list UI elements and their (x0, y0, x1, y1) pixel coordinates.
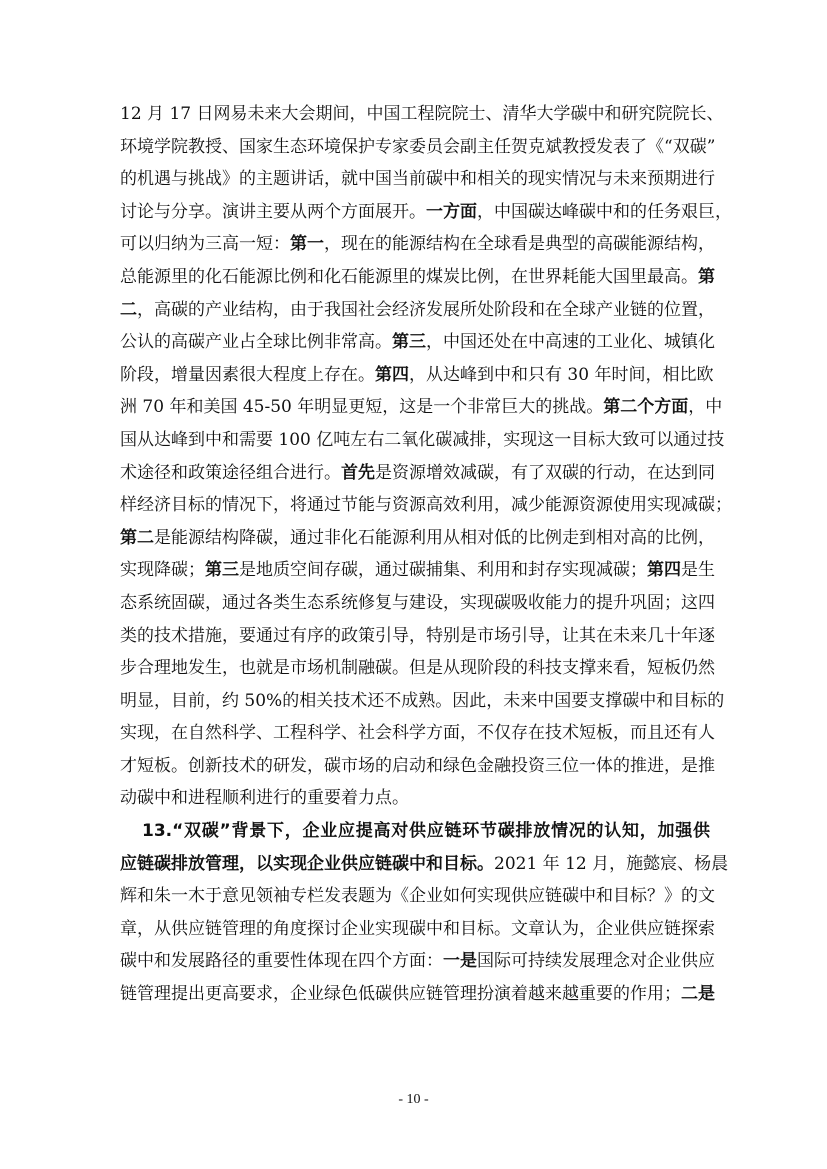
p1-line-9: 阶段，增量因素很大程度上存在。第四，从达峰到中和只有 30 年时间，相比欧 (120, 364, 714, 385)
p1-line-15: 实现降碳；第三是地质空间存碳，通过碳捕集、利用和封存实现减碳；第四是生 (120, 560, 715, 581)
p1-line-1: 12 月 17 日网易未来大会期间，中国工程院院士、清华大学碳中和研究院院长、 (120, 104, 724, 124)
bold-term: 第二个方面 (603, 397, 689, 418)
p2-line-4: 章，从供应链管理的角度探讨企业实现碳中和目标。文章认为，企业供应链探索 (120, 918, 715, 939)
p1-line-14: 第二是能源结构降碳，通过非化石能源利用从相对低的比例走到相对高的比例， (120, 527, 715, 548)
bold-term: 二 (120, 299, 137, 320)
bold-term: 第 (698, 266, 715, 287)
p2-line-5: 碳中和发展路径的重要性体现在四个方面：一是国际可持续发展理念对企业供应 (120, 951, 715, 972)
p2-line-6: 链管理提出更高要求，企业绿色低碳供应链管理扮演着越来越重要的作用；二是 (120, 984, 715, 1005)
p1-line-18: 步合理地发生，也就是市场机制融碳。但是从现阶段的科技支撑来看，短板仍然 (120, 658, 715, 679)
bold-term: 第四 (375, 364, 409, 385)
p1-line-11: 国从达峰到中和需要 100 亿吨左右二氧化碳减排，实现这一目标大致可以通过技 (120, 429, 725, 450)
p2-line-3: 辉和朱一木于意见领袖专栏发表题为《企业如何实现供应链碳中和目标？》的文 (120, 886, 715, 907)
body-text (120, 98, 732, 1011)
p1-line-3: 的机遇与挑战》的主题讲话，就中国当前碳中和相关的现实情况与未来预期进行 (120, 169, 715, 190)
p1-line-10: 洲 70 年和美国 45-50 年明显更短，这是一个非常巨大的挑战。第二个方面，中 (120, 397, 723, 418)
bold-term: 首先 (341, 462, 375, 483)
bold-term: 第三 (205, 560, 239, 581)
page-number: - 10 - (398, 1092, 429, 1107)
p1-line-4: 讨论与分享。演讲主要从两个方面展开。一方面，中国碳达峰碳中和的任务艰巨， (120, 201, 732, 222)
bold-heading: 13.“双碳”背景下，企业应提高对供应链环节碳排放情况的认知，加强供 (142, 821, 710, 842)
bold-term: 第三 (392, 332, 426, 353)
bold-term: 一方面 (426, 201, 477, 222)
p2-line-2: 应链碳排放管理，以实现企业供应链碳中和目标。2021 年 12 月，施懿宸、杨晨 (120, 853, 729, 874)
bold-term: 第二 (120, 527, 154, 548)
p1-line-17: 类的技术措施，要通过有序的政策引导，特别是市场引导，让其在未来几十年逐 (120, 625, 715, 646)
p1-line-2: 环境学院教授、国家生态环境保护专家委员会副主任贺克斌教授发表了《“双碳” (120, 136, 716, 157)
p1-line-8: 公认的高碳产业占全球比例非常高。第三，中国还处在中高速的工业化、城镇化 (120, 332, 715, 353)
bold-term: 第四 (647, 560, 681, 581)
bold-heading: 应链碳排放管理，以实现企业供应链碳中和目标。 (120, 853, 494, 874)
p1-line-12: 术途径和政策途径组合进行。首先是资源增效减碳，有了双碳的行动，在达到同 (120, 462, 715, 483)
p1-line-7: 二，高碳的产业结构，由于我国社会经济发展所处阶段和在全球产业链的位置， (120, 299, 715, 320)
bold-term: 一是 (443, 951, 477, 972)
p1-line-21: 才短板。创新技术的研发，碳市场的启动和绿色金融投资三位一体的推进，是推 (120, 755, 715, 776)
p1-line-19: 明显，目前，约 50%的相关技术还不成熟。因此，未来中国要支撑碳中和目标的 (120, 690, 725, 711)
p1-line-20: 实现，在自然科学、工程科学、社会科学方面，不仅存在技术短板，而且还有人 (120, 723, 715, 744)
p1-line-6: 总能源里的化石能源比例和化石能源里的煤炭比例，在世界耗能大国里最高。第 (120, 266, 715, 287)
p1-line-13: 样经济目标的情况下，将通过节能与资源高效利用，减少能源资源使用实现减碳； (120, 495, 732, 516)
bold-term: 二是 (681, 984, 715, 1005)
p1-line-22: 动碳中和进程顺利进行的重要着力点。 (120, 788, 409, 809)
p1-line-16: 态系统固碳，通过各类生态系统修复与建设，实现碳吸收能力的提升巩固；这四 (120, 592, 715, 613)
p2-line-1 (120, 815, 710, 848)
bold-term: 第一 (290, 234, 324, 255)
p1-line-5: 可以归纳为三高一短：第一，现在的能源结构在全球看是典型的高碳能源结构， (120, 234, 715, 255)
